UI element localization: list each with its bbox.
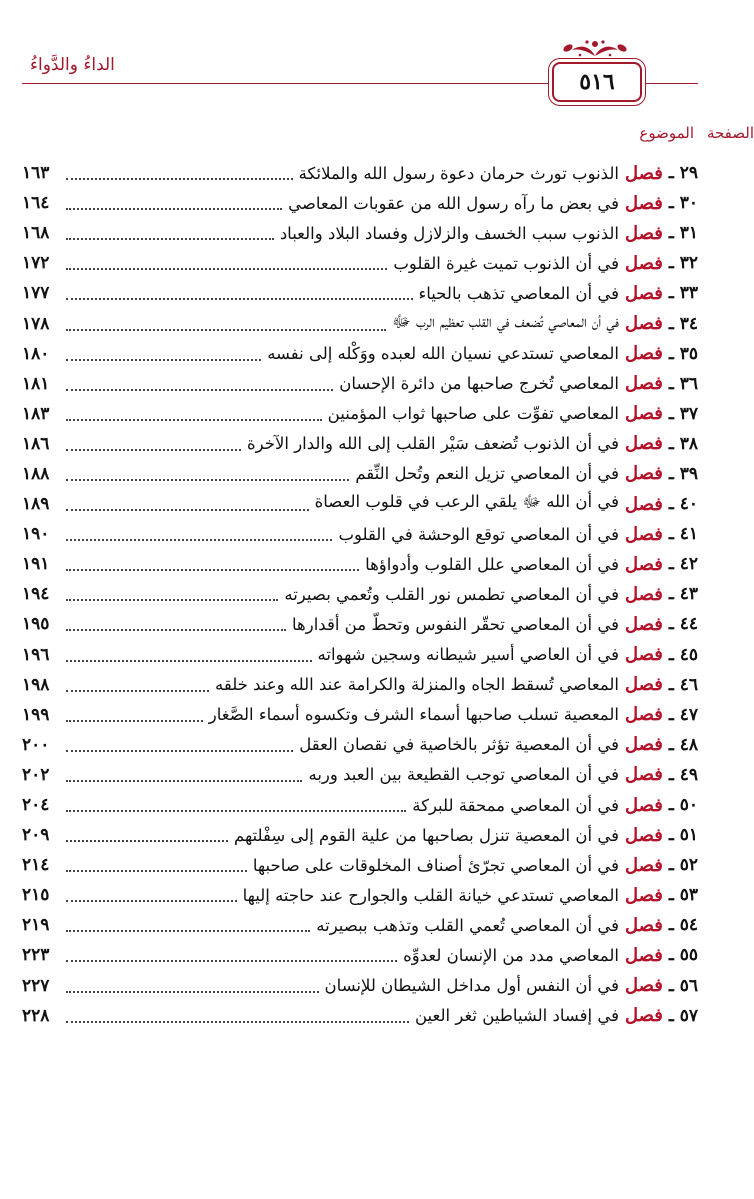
entry-title: الذنوب تورث حرمان دعوة رسول الله والملائكة xyxy=(298,163,619,183)
entry-number: ٣١ ـ xyxy=(668,223,698,244)
entry-page: ٢٠٩ xyxy=(22,825,50,846)
leader-dots xyxy=(66,720,203,722)
topic-column-header: الموضوع xyxy=(639,124,694,142)
leader-dots xyxy=(66,569,359,571)
fasl-label: فصل xyxy=(624,914,663,936)
leader-dots xyxy=(66,479,349,481)
list-item xyxy=(22,760,698,790)
leader-dots xyxy=(66,991,319,993)
list-item xyxy=(22,730,698,760)
leader-dots xyxy=(66,238,274,240)
fasl-label: فصل xyxy=(624,463,663,485)
fasl-label: فصل xyxy=(624,704,663,726)
list-item xyxy=(22,820,698,850)
list-item xyxy=(22,369,698,399)
entry-page: ١٨٣ xyxy=(22,403,50,424)
contents-list xyxy=(22,158,698,1031)
entry-page: ١٩٦ xyxy=(22,644,50,665)
leader-dots xyxy=(66,810,406,812)
list-item xyxy=(22,609,698,639)
entry-number: ٤٢ ـ xyxy=(668,554,698,575)
entry-number: ٥٢ ـ xyxy=(668,855,698,876)
fasl-label: فصل xyxy=(624,403,663,425)
list-item xyxy=(22,880,698,910)
fasl-label: فصل xyxy=(624,553,663,575)
fasl-label: فصل xyxy=(624,975,663,997)
list-item xyxy=(22,188,698,218)
leader-dots xyxy=(66,449,241,451)
fasl-label: فصل xyxy=(624,282,663,304)
list-item xyxy=(22,158,698,188)
entry-number: ٣٠ ـ xyxy=(668,193,698,214)
entry-title: في أن الذنوب تُضعف سَيْر القلب إلى الله والدار الآخرة xyxy=(247,434,619,454)
entry-title: في أن المعاصي تزيل النعم وتُحل النِّقم xyxy=(355,464,619,484)
entry-number: ٣٤ ـ xyxy=(668,313,698,334)
entry-title: في أن المعاصي تجرّئ أصناف المخلوقات على صاحبها xyxy=(252,855,619,875)
fasl-label: فصل xyxy=(624,192,663,214)
entry-page: ١٨٨ xyxy=(22,463,50,484)
leader-dots xyxy=(66,298,413,300)
fasl-label: فصل xyxy=(624,433,663,455)
entry-number: ٥٣ ـ xyxy=(668,885,698,906)
list-item xyxy=(22,1001,698,1031)
entry-number: ٣٦ ـ xyxy=(668,373,698,394)
entry-page: ١٩٠ xyxy=(22,524,50,545)
leader-dots xyxy=(66,930,310,932)
entry-number: ٤٥ ـ xyxy=(668,644,698,665)
fasl-label: فصل xyxy=(624,734,663,756)
page-number: ٥١٦ xyxy=(579,69,615,95)
page-column-header: الصفحة xyxy=(706,124,754,142)
leader-dots xyxy=(66,900,237,902)
entry-title: في أن المعاصي تُعمي القلب وتذهب ببصيرته xyxy=(316,915,619,935)
fasl-label: فصل xyxy=(624,1005,663,1027)
list-item xyxy=(22,549,698,579)
fasl-label: فصل xyxy=(624,222,663,244)
entry-page: ١٩١ xyxy=(22,554,50,575)
list-item xyxy=(22,218,698,248)
entry-number: ٣٢ ـ xyxy=(668,253,698,274)
fasl-label: فصل xyxy=(624,824,663,846)
entry-title: في أن المعاصي تطمس نور القلب وتُعمي بصيرته xyxy=(284,584,619,604)
entry-title: في أن المعاصي توجب القطيعة بين العبد وربه xyxy=(308,765,619,785)
leader-dots xyxy=(66,690,209,692)
entry-title: في إفساد الشياطين ثغر العين xyxy=(415,1006,619,1026)
list-item xyxy=(22,519,698,549)
entry-number: ٥٤ ـ xyxy=(668,915,698,936)
fasl-label: فصل xyxy=(624,764,663,786)
leader-dots xyxy=(66,329,386,331)
entry-title: المعصية تسلب صاحبها أسماء الشرف وتكسوه أسماء الصَّغار xyxy=(208,705,619,725)
entry-page: ١٩٨ xyxy=(22,674,50,695)
list-item xyxy=(22,278,698,308)
leader-dots xyxy=(66,960,397,962)
fasl-label: فصل xyxy=(624,493,663,515)
entry-title: في أن الله ﷻ يلقي الرعب في قلوب العصاة xyxy=(314,492,619,512)
entry-title: في أن المعصية تؤثر بالخاصية في نقصان العقل xyxy=(299,735,619,755)
entry-page: ١٧٢ xyxy=(22,253,50,274)
entry-page: ١٨٦ xyxy=(22,433,50,454)
leader-dots xyxy=(66,389,333,391)
list-item xyxy=(22,790,698,820)
entry-page: ٢٠٤ xyxy=(22,795,50,816)
entry-title: المعاصي تُخرج صاحبها من دائرة الإحسان xyxy=(339,374,619,394)
fasl-label: فصل xyxy=(624,373,663,395)
entry-title: في أن المعاصي تذهب بالحياء xyxy=(418,283,619,303)
entry-number: ٣٥ ـ xyxy=(668,343,698,364)
list-item xyxy=(22,910,698,940)
entry-number: ٣٧ ـ xyxy=(668,403,698,424)
fasl-label: فصل xyxy=(624,162,663,184)
page-number-frame xyxy=(552,62,642,102)
entry-title: في أن النفس أول مداخل الشيطان للإنسان xyxy=(324,976,619,996)
fasl-label: فصل xyxy=(624,794,663,816)
list-item xyxy=(22,248,698,278)
fasl-label: فصل xyxy=(624,523,663,545)
entry-number: ٤٣ ـ xyxy=(668,584,698,605)
leader-dots xyxy=(66,178,293,180)
entry-title: في أن العاصي أسير شيطانه وسجين شهواته xyxy=(317,645,619,665)
entry-page: ١٦٤ xyxy=(22,193,50,214)
leader-dots xyxy=(66,208,282,210)
entry-title: المعاصي تُسقط الجاه والمنزلة والكرامة عند الله وعند خلقه xyxy=(215,675,619,695)
leader-dots xyxy=(66,1021,409,1023)
entry-page: ٢٠٠ xyxy=(22,734,50,755)
entry-page: ١٨٩ xyxy=(22,494,50,515)
leader-dots xyxy=(66,268,387,270)
list-item xyxy=(22,640,698,670)
entry-number: ٤٨ ـ xyxy=(668,734,698,755)
entry-page: ١٦٨ xyxy=(22,223,50,244)
entry-title: في أن المعاصي ممحقة للبركة xyxy=(412,795,619,815)
entry-title: في أن الذنوب تميت غيرة القلوب xyxy=(393,253,619,273)
entry-page: ٢٢٧ xyxy=(22,975,50,996)
entry-title: في أن المعاصي علل القلوب وأدواؤها xyxy=(365,554,619,574)
entry-page: ٢١٤ xyxy=(22,855,50,876)
entry-number: ٢٩ ـ xyxy=(668,163,698,184)
list-item xyxy=(22,459,698,489)
list-item xyxy=(22,971,698,1001)
list-item xyxy=(22,670,698,700)
entry-title: المعاصي تفوِّت على صاحبها ثواب المؤمنين xyxy=(327,404,619,424)
list-item xyxy=(22,308,698,338)
book-title: الداءُ والدَّواءُ xyxy=(30,55,115,75)
list-item xyxy=(22,940,698,970)
entry-number: ٥٥ ـ xyxy=(668,945,698,966)
entry-page: ١٧٨ xyxy=(22,313,50,334)
entry-number: ٤٧ ـ xyxy=(668,704,698,725)
entry-page: ٢٢٣ xyxy=(22,945,50,966)
fasl-label: فصل xyxy=(624,854,663,876)
entry-page: ١٦٣ xyxy=(22,163,50,184)
entry-number: ٤٠ ـ xyxy=(668,494,698,515)
fasl-label: فصل xyxy=(624,944,663,966)
entry-title: في أن المعاصي تحقّر النفوس وتحطّ من أقدارها xyxy=(292,614,619,634)
entry-number: ٣٩ ـ xyxy=(668,463,698,484)
leader-dots xyxy=(66,419,322,421)
entry-title: المعاصي تستدعي خيانة القلب والجوارح عند حاجته إليها xyxy=(242,885,619,905)
leader-dots xyxy=(66,509,309,511)
entry-number: ٤٦ ـ xyxy=(668,674,698,695)
entry-page: ٢١٥ xyxy=(22,885,50,906)
list-item xyxy=(22,399,698,429)
entry-number: ٤١ ـ xyxy=(668,524,698,545)
fasl-label: فصل xyxy=(624,583,663,605)
leader-dots xyxy=(66,629,286,631)
entry-number: ٥٧ ـ xyxy=(668,1005,698,1026)
list-item xyxy=(22,579,698,609)
entry-page: ١٨٠ xyxy=(22,343,50,364)
entry-page: ١٩٩ xyxy=(22,704,50,725)
leader-dots xyxy=(66,870,247,872)
fasl-label: فصل xyxy=(624,613,663,635)
fasl-label: فصل xyxy=(624,252,663,274)
fasl-label: فصل xyxy=(624,343,663,365)
list-item xyxy=(22,700,698,730)
fasl-label: فصل xyxy=(624,644,663,666)
floral-ornament-icon xyxy=(560,36,630,64)
leader-dots xyxy=(66,359,261,361)
entry-number: ٤٤ ـ xyxy=(668,614,698,635)
list-item xyxy=(22,339,698,369)
leader-dots xyxy=(66,599,278,601)
entry-number: ٥١ ـ xyxy=(668,825,698,846)
fasl-label: فصل xyxy=(624,884,663,906)
entry-page: ٢٠٢ xyxy=(22,764,50,785)
entry-page: ٢١٩ xyxy=(22,915,50,936)
leader-dots xyxy=(66,660,312,662)
leader-dots xyxy=(66,750,293,752)
entry-number: ٥٠ ـ xyxy=(668,795,698,816)
list-item xyxy=(22,850,698,880)
entry-page: ١٩٤ xyxy=(22,584,50,605)
entry-title: في أن المعاصي توقع الوحشة في القلوب xyxy=(338,524,619,544)
entry-title: في أن المعصية تنزل بصاحبها من علية القوم إلى سِفْلتهم xyxy=(233,825,619,845)
entry-number: ٣٣ ـ xyxy=(668,283,698,304)
fasl-label: فصل xyxy=(624,674,663,696)
entry-title: المعاصي مدد من الإنسان لعدوِّه xyxy=(403,945,619,965)
entry-page: ٢٢٨ xyxy=(22,1005,50,1026)
entry-title: في بعض ما رآه رسول الله من عقوبات المعاصي xyxy=(288,193,619,213)
leader-dots xyxy=(66,840,228,842)
entry-page: ١٧٧ xyxy=(22,283,50,304)
entry-number: ٣٨ ـ xyxy=(668,433,698,454)
entry-title: المعاصي تستدعي نسيان الله لعبده ووَكْله إلى نفسه xyxy=(267,344,619,364)
fasl-label: فصل xyxy=(624,313,663,335)
list-item xyxy=(22,489,698,519)
entry-page: ١٩٥ xyxy=(22,614,50,635)
list-item xyxy=(22,429,698,459)
leader-dots xyxy=(66,539,332,541)
entry-title: الذنوب سبب الخسف والزلازل وفساد البلاد والعباد xyxy=(279,223,619,243)
entry-page: ١٨١ xyxy=(22,373,50,394)
entry-title: في أن المعاصي تُضعف في القلب تعظيم الرب ﷻ xyxy=(392,311,619,331)
entry-number: ٤٩ ـ xyxy=(668,764,698,785)
entry-number: ٥٦ ـ xyxy=(668,975,698,996)
leader-dots xyxy=(66,780,302,782)
